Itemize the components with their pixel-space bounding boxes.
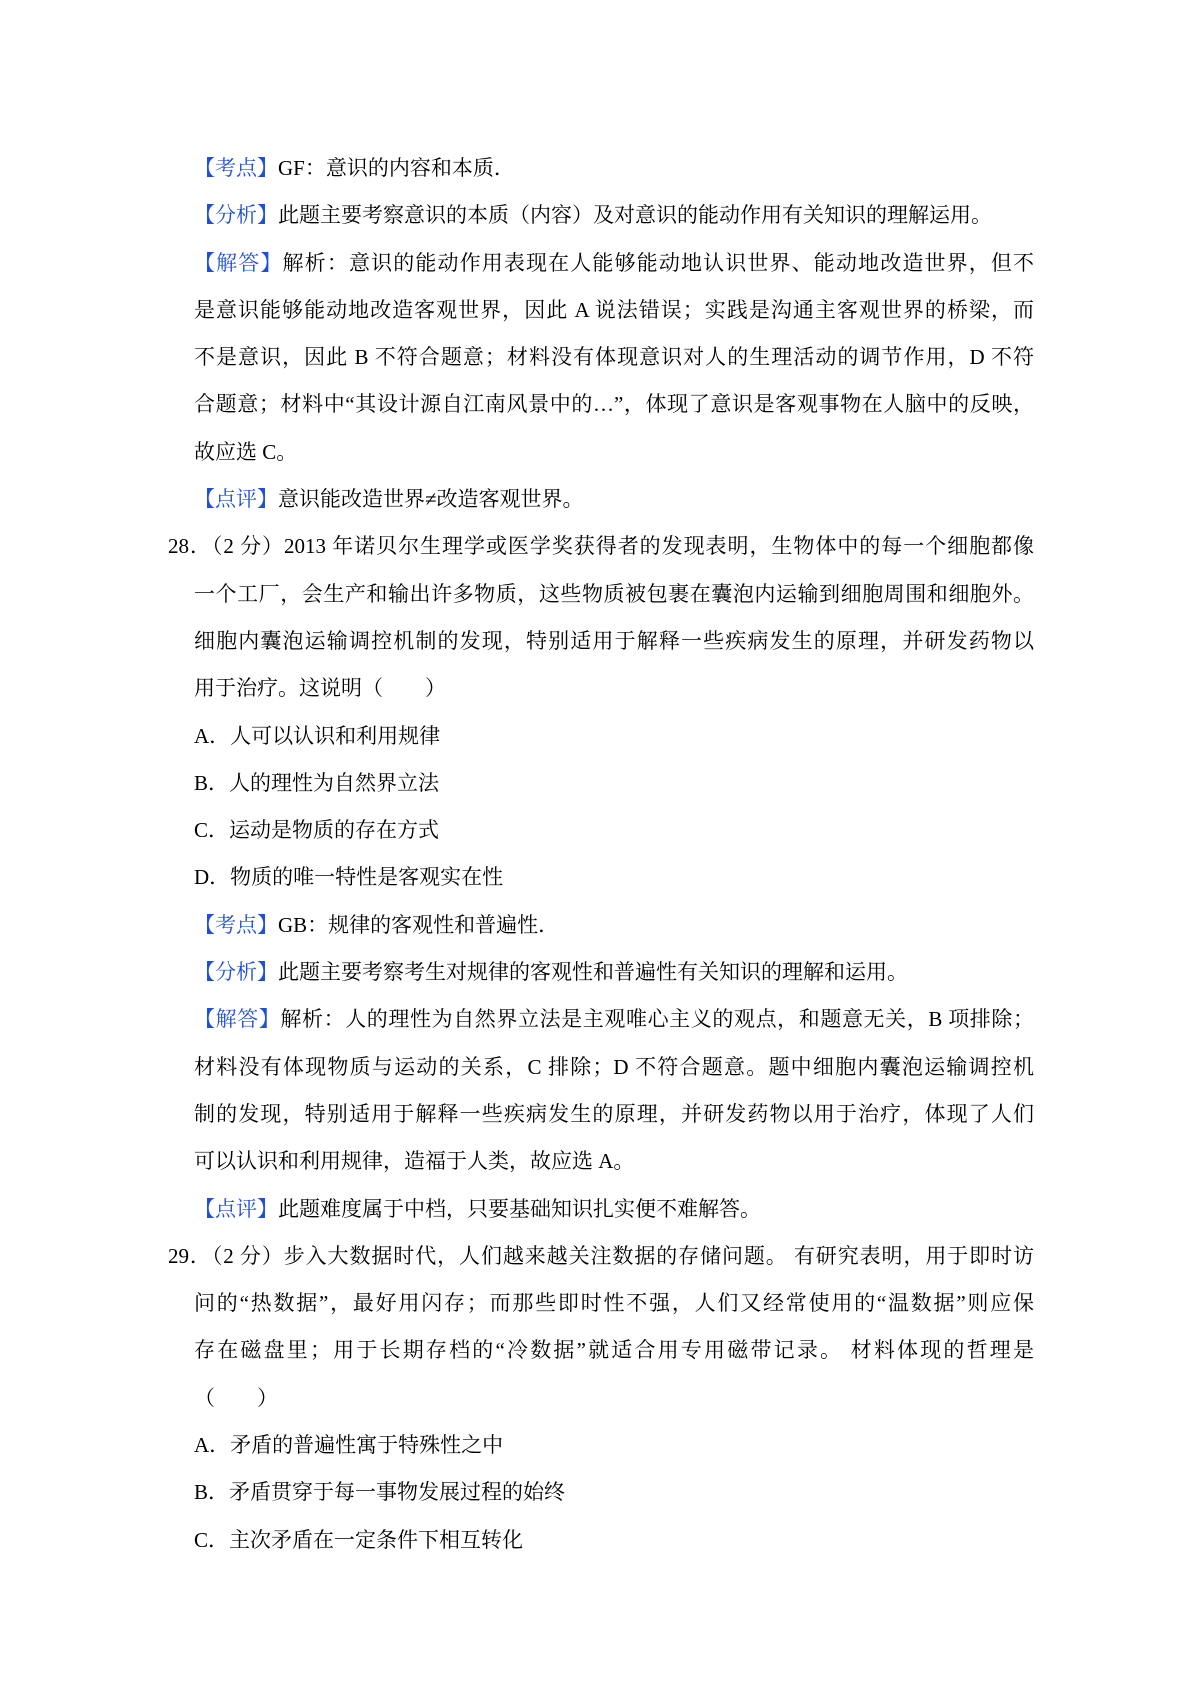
note-line [194,287,1034,334]
note-text: GB：规律的客观性和普遍性． [278,912,560,937]
note-line [194,192,1034,239]
option-letter: B． [194,1480,230,1505]
note-text: 可以认识和利用规律，造福于人类，故应选 A。 [194,1149,635,1174]
note-text: 此题难度属于中档，只要基础知识扎实便不难解答。 [278,1196,761,1221]
solution-note [0,240,1200,476]
note-line [194,1186,1034,1233]
note-line [194,902,1034,949]
question-text: 问的“热数据”，最好用闪存；而那些即时性不强，人们又经常使用的“温数据”则应保 [194,1291,1034,1316]
question-number: 28． [168,534,212,559]
question-score: （2 分） [211,1243,284,1268]
note-line [194,145,1034,192]
question-text: 细胞内囊泡运输调控机制的发现，特别适用于解释一些疾病发生的原理，并研发药物以 [194,628,1034,653]
note-text: 合题意；材料中“其设计源自江南风景中的…”，体现了意识是客观事物在人脑中的反映， [194,392,1034,417]
note-label: 【点评】 [194,487,278,512]
note-line [194,1138,1034,1185]
note-text: GF：意识的内容和本质． [278,156,515,180]
note-text: 解析：意识的能动作用表现在人能够能动地认识世界、能动地改造世界，但不 [282,250,1035,275]
note-label: 【分析】 [194,203,278,228]
exam-page [0,145,1200,1564]
question-text: 步入大数据时代，人们越来越关注数据的存储问题。 有研究表明，用于即时访 [283,1243,1035,1268]
analysis-note [0,192,1200,239]
solution-note [0,996,1200,1185]
option-letter: B． [194,770,230,795]
note-line [194,381,1034,428]
note-line [194,429,1034,476]
question [0,523,1200,901]
question [0,1233,1200,1564]
answer-option [194,713,1034,760]
option-text: 人可以认识和利用规律 [230,723,441,748]
option-letter: D． [194,865,231,890]
answer-option [194,1517,1034,1564]
note-line [194,1044,1034,1091]
note-label: 【考点】 [194,156,278,180]
option-text: 运动是物质的存在方式 [229,818,440,843]
note-label: 【考点】 [194,912,278,937]
note-line [194,476,1034,523]
question-text: 一个工厂，会生产和输出许多物质，这些物质被包裹在囊泡内运输到细胞周围和细胞外。 [194,581,1034,606]
note-text: 材料没有体现物质与运动的关系，C 排除；D 不符合题意。题中细胞内囊泡运输调控机 [194,1054,1034,1079]
answer-option [194,1422,1034,1469]
note-text: 此题主要考察考生对规律的客观性和普遍性有关知识的理解和运用。 [278,960,908,985]
option-letter: A． [194,723,231,748]
note-text: 此题主要考察意识的本质（内容）及对意识的能动作用有关知识的理解运用。 [278,203,992,228]
question-line [194,1327,1034,1374]
question-line [194,1375,1034,1422]
note-line [194,240,1034,287]
note-line [194,949,1034,996]
question-text: 用于治疗。这说明（ ） [194,676,446,701]
note-text: 是意识能够能动地改造客观世界，因此 A 说法错误；实践是沟通主客观世界的桥梁，而 [194,297,1034,322]
note-text: 意识能改造世界≠改造客观世界。 [278,487,584,512]
note-line [194,1091,1034,1138]
answer-options [0,713,1200,902]
note-line [194,996,1034,1043]
comment-note [0,1186,1200,1233]
option-text: 物质的唯一特性是客观实在性 [230,865,504,890]
note-label: 【解答】 [194,1007,281,1032]
note-text: 制的发现，特别适用于解释一些疾病发生的原理，并研发药物以用于治疗，体现了人们 [194,1101,1034,1126]
key-point-note [0,145,1200,192]
note-label: 【分析】 [194,960,278,985]
note-label: 【点评】 [194,1196,278,1221]
question-text: 2013 年诺贝尔生理学或医学奖获得者的发现表明，生物体中的每一个细胞都像 [284,534,1034,559]
key-point-note [0,902,1200,949]
answer-option [194,1469,1034,1516]
option-text: 矛盾贯穿于每一事物发展过程的始终 [229,1480,566,1505]
option-text: 人的理性为自然界立法 [229,770,440,795]
question-line [168,523,1034,570]
note-text: 解析：人的理性为自然界立法是主观唯心主义的观点，和题意无关，B 项排除； [280,1007,1035,1032]
question-line [168,1233,1034,1280]
question-text: 存在磁盘里；用于长期存档的“冷数据”就适合用专用磁带记录。 材料体现的哲理是 [194,1338,1034,1363]
analysis-note [0,949,1200,996]
question-line [194,571,1034,618]
question-line [194,665,1034,712]
question-line [194,1280,1034,1327]
question-stem [0,1233,1200,1422]
option-letter: C． [194,1527,230,1552]
question-line [194,618,1034,665]
question-text: （ ） [194,1385,278,1410]
option-text: 矛盾的普遍性寓于特殊性之中 [230,1433,504,1458]
option-letter: C． [194,818,230,843]
question-number: 29． [168,1243,212,1268]
note-text: 不是意识，因此 B 不符合题意；材料没有体现意识对人的生理活动的调节作用，D 不符 [194,345,1034,370]
note-text: 故应选 C。 [194,439,298,464]
note-label: 【解答】 [194,250,283,275]
answer-option [194,854,1034,901]
note-line [194,334,1034,381]
answer-option [194,807,1034,854]
answer-option [194,760,1034,807]
option-text: 主次矛盾在一定条件下相互转化 [229,1527,524,1552]
comment-note [0,476,1200,523]
question-stem [0,523,1200,712]
answer-options [0,1422,1200,1564]
option-letter: A． [194,1433,231,1458]
question-score: （2 分） [211,534,285,559]
